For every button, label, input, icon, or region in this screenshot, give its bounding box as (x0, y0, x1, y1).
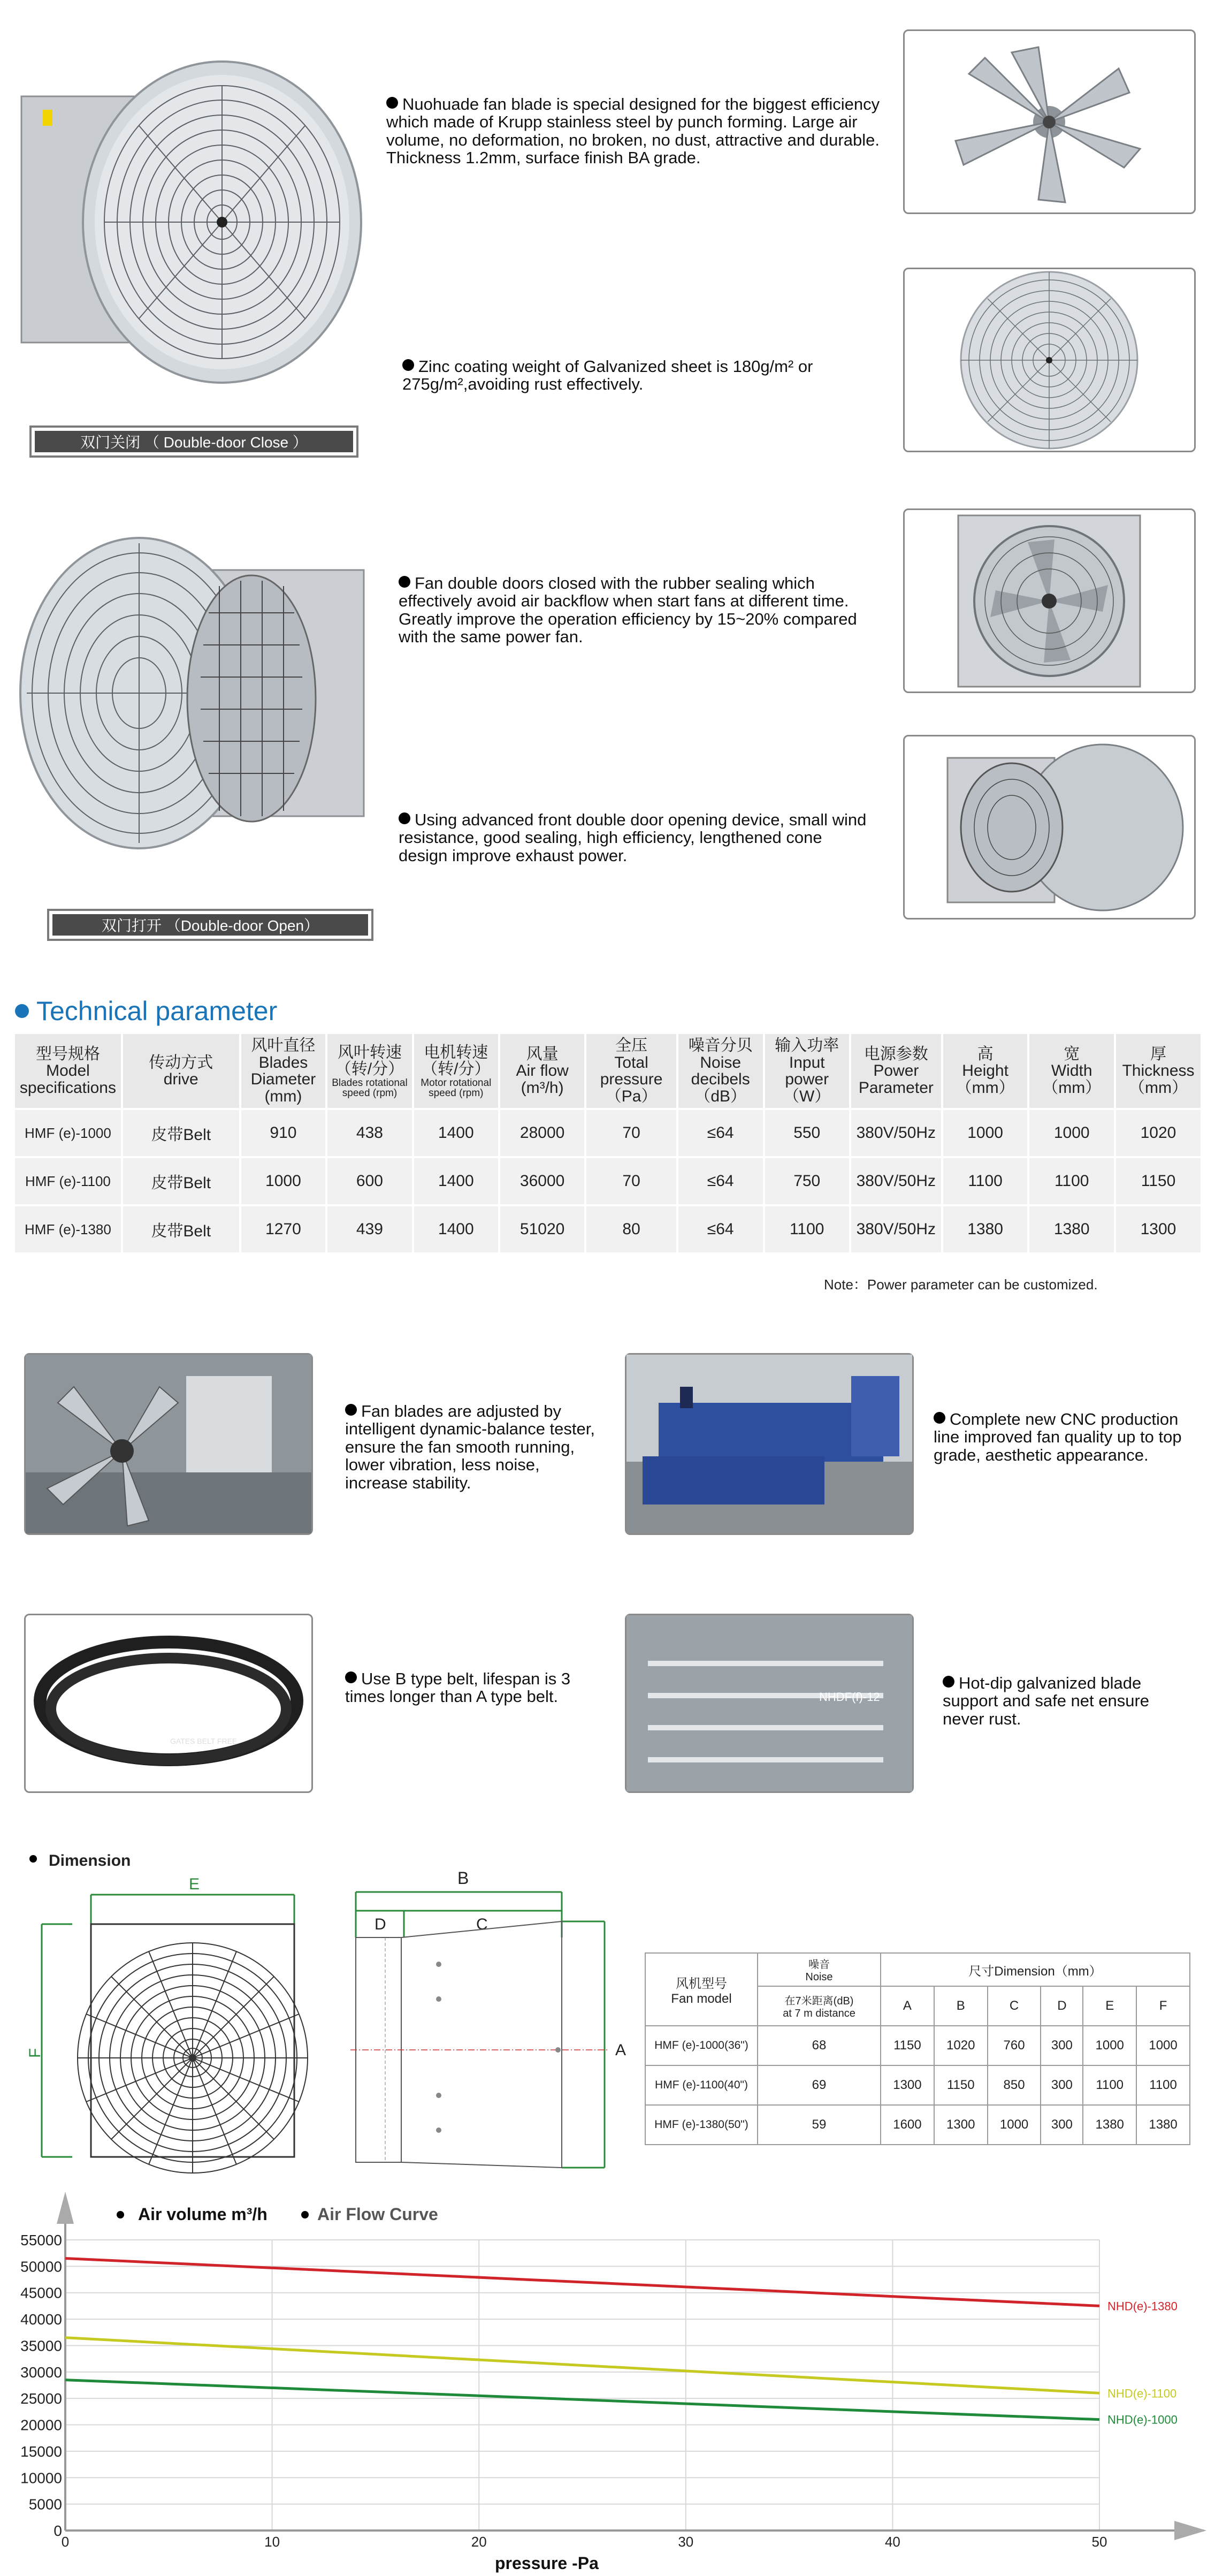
x-tick-label: 20 (471, 2534, 487, 2550)
dim-value-cell: 1100 (1136, 2065, 1190, 2105)
dim-value-cell: 1150 (881, 2026, 934, 2065)
caption-double-door-close (29, 425, 358, 458)
feature-doors-label: Fan double doors closed with the rubber sealing which effectively avoid air backflow when start fans at different time. Greatly improve the operation efficiency by 15~20% compared with the same power fan. (399, 574, 857, 647)
dim-value-cell: 1000 (1136, 2026, 1190, 2065)
bullet-icon (399, 576, 410, 588)
dim-col-f: F (1136, 1986, 1190, 2026)
spec-cell: 1380 (943, 1206, 1028, 1252)
label-E: E (189, 1875, 200, 1893)
spec-cell: 70 (586, 1110, 676, 1156)
spec-cell: 750 (765, 1158, 849, 1204)
spec-cell: 910 (241, 1110, 326, 1156)
thumb-fan-front (903, 508, 1196, 693)
spec-cell: 380V/50Hz (851, 1158, 941, 1204)
tech-title-label: Technical parameter (36, 996, 278, 1026)
dim-value-cell: 1380 (1136, 2105, 1190, 2145)
spec-cell: ≤64 (678, 1158, 763, 1204)
photo-dynamic-balance (24, 1353, 313, 1535)
series-label: NHD(e)-1380 (1107, 2299, 1178, 2313)
dim-value-cell: 1150 (934, 2065, 988, 2105)
dim-noise-subheader: 在7米距离(dB) at 7 m distance (758, 1986, 881, 2026)
spec-cell: 70 (586, 1158, 676, 1204)
caption-close-text: 双门关闭 （ Double-door Close ） (35, 431, 353, 452)
photo-hot-dip-parts (625, 1614, 914, 1793)
spec-header: 厚 Thickness（mm） (1116, 1034, 1201, 1108)
dim-size-header: 尺寸Dimension（mm） (881, 1953, 1190, 1986)
spec-cell: 1100 (943, 1158, 1028, 1204)
spec-cell: 1400 (414, 1110, 498, 1156)
quality-belt-label: Use B type belt, lifespan is 3 times longer than A type belt. (345, 1669, 571, 1706)
dimension-table (645, 1952, 1190, 2145)
x-axis-arrow-icon (1174, 2521, 1206, 2540)
dim-noise-header: 噪音 Noise (758, 1953, 881, 1986)
dim-value-cell: 1600 (881, 2105, 934, 2145)
dim-model-cell: HMF (e)-1000(36") (645, 2026, 758, 2065)
spec-cell: 1000 (241, 1158, 326, 1204)
belt-print-text: GATES BELT FREE (170, 1737, 238, 1745)
feature-front-door-text (399, 811, 869, 864)
quality-cnc-label: Complete new CNC production line improved fan quality up to top grade, aesthetic appearance. (934, 1410, 1182, 1464)
spec-cell: 380V/50Hz (851, 1206, 941, 1252)
spec-cell: 380V/50Hz (851, 1110, 941, 1156)
spec-note: Note：Power parameter can be customized. (824, 1276, 1098, 1293)
dim-model-cell: HMF (e)-1100(40") (645, 2065, 758, 2105)
y-tick-label: 35000 (20, 2337, 62, 2354)
dim-value-cell: 1100 (1083, 2065, 1136, 2105)
dim-row (645, 2105, 1190, 2145)
spec-cell: 51020 (500, 1206, 584, 1252)
photo-b-type-belt (24, 1614, 313, 1793)
spec-header: 输入功率 Input power（W） (765, 1034, 849, 1108)
spec-cell: ≤64 (678, 1110, 763, 1156)
spec-cell: ≤64 (678, 1206, 763, 1252)
caption-open-text: 双门打开 （Double-door Open） (52, 914, 368, 936)
spec-header: 风量 Air flow (m³/h) (500, 1034, 584, 1108)
feature-front-door-label: Using advanced front double door opening device, small wind resistance, good sealing, high efficiency, lengthened cone design improve exhaust power. (399, 810, 867, 865)
caption-double-door-open (47, 909, 373, 941)
fan-photo-door-closed (16, 54, 358, 396)
spec-cell: 1300 (1116, 1206, 1201, 1252)
x-tick-label: 10 (264, 2534, 280, 2550)
tech-section-title (15, 996, 277, 1027)
x-tick-label: 30 (678, 2534, 694, 2550)
dim-noise-cell: 69 (758, 2065, 881, 2105)
bullet-icon (399, 812, 410, 824)
spec-header: 传动方式 drive (123, 1034, 239, 1108)
spec-header: 噪音分贝 Noise decibels（dB） (678, 1034, 763, 1108)
quality-cnc-text (934, 1410, 1201, 1464)
bullet-icon (402, 359, 414, 371)
y-tick-label: 50000 (20, 2258, 62, 2275)
series-line (65, 2259, 1099, 2306)
y-axis-arrow-icon (57, 2192, 74, 2224)
x-tick-label: 40 (884, 2534, 900, 2550)
spec-cell: 550 (765, 1110, 849, 1156)
y-tick-label: 40000 (20, 2311, 62, 2328)
dim-col-e: E (1083, 1986, 1136, 2026)
spec-cell: 1380 (1029, 1206, 1114, 1252)
spec-cell: HMF (e)-1000 (15, 1110, 121, 1156)
dim-value-cell: 1000 (1083, 2026, 1136, 2065)
dim-col-d: D (1041, 1986, 1083, 2026)
spec-cell: 1270 (241, 1206, 326, 1252)
y-tick-label: 15000 (20, 2443, 62, 2460)
legend-air-flow-curve: Air Flow Curve (317, 2205, 438, 2224)
spec-header: 高 Height（mm） (943, 1034, 1028, 1108)
y-tick-label: 30000 (20, 2364, 62, 2381)
bullet-icon (386, 97, 398, 109)
spec-cell: 1020 (1116, 1110, 1201, 1156)
y-tick-label: 55000 (20, 2232, 62, 2248)
spec-row (15, 1110, 1201, 1156)
spec-cell: 皮带Belt (123, 1206, 239, 1252)
dim-value-cell: 850 (988, 2065, 1041, 2105)
dim-value-cell: 760 (988, 2026, 1041, 2065)
dim-row (645, 2026, 1190, 2065)
legend-bullet-icon (117, 2211, 124, 2218)
feature-blade-label: Nuohuade fan blade is special designed for the biggest efficiency which made of Krupp stainless steel by punch forming. Large air volume, no deformation, no broken, no dust, attractive and durable. Thickness 1.2mm, surface finish BA grade. (386, 95, 880, 168)
y-tick-label: 45000 (20, 2284, 62, 2301)
spec-cell: HMF (e)-1380 (15, 1206, 121, 1252)
spec-cell: 28000 (500, 1110, 584, 1156)
dimension-title (29, 1852, 131, 1870)
spec-cell: 1400 (414, 1158, 498, 1204)
spec-cell: 80 (586, 1206, 676, 1252)
dim-value-cell: 1000 (988, 2105, 1041, 2145)
spec-cell: 36000 (500, 1158, 584, 1204)
dim-noise-cell: 59 (758, 2105, 881, 2145)
spec-header: 电机转速（转/分） Motor rotational speed (rpm) (414, 1034, 498, 1108)
y-tick-label: 10000 (20, 2469, 62, 2487)
label-D: D (375, 1916, 386, 1933)
bullet-icon (345, 1671, 357, 1683)
dim-header-row (645, 1953, 1190, 1986)
y-tick-label: 20000 (20, 2417, 62, 2434)
dim-value-cell: 300 (1041, 2026, 1083, 2065)
spec-header: 电源参数 Power Parameter (851, 1034, 941, 1108)
quality-dynamic-text (345, 1402, 602, 1492)
photo-model-label: NHDF(f)-12 (819, 1690, 880, 1704)
label-B: B (457, 1868, 469, 1888)
side-view-drawing (350, 1868, 639, 2178)
bullet-icon (29, 1855, 37, 1863)
spec-header: 型号规格 Model specifications (15, 1034, 121, 1108)
x-axis-label: pressure -Pa (495, 2554, 599, 2573)
spec-cell: 438 (327, 1110, 411, 1156)
bullet-icon (345, 1404, 357, 1416)
thumb-fan-side (903, 735, 1196, 920)
feature-zinc-text (402, 358, 846, 393)
spec-row (15, 1158, 1201, 1204)
spec-header: 风叶转速（转/分） Blades rotational speed (rpm) (327, 1034, 411, 1108)
photo-cnc-line (625, 1353, 914, 1535)
dim-row (645, 2065, 1190, 2105)
spec-cell: 1400 (414, 1206, 498, 1252)
x-tick-label: 50 (1091, 2534, 1107, 2550)
spec-cell: HMF (e)-1100 (15, 1158, 121, 1204)
feature-doors-text (399, 574, 880, 646)
dim-value-cell: 1020 (934, 2026, 988, 2065)
series-label: NHD(e)-1000 (1107, 2413, 1178, 2427)
dim-value-cell: 300 (1041, 2065, 1083, 2105)
spec-cell: 1000 (1029, 1110, 1114, 1156)
title-dot-icon (15, 1004, 29, 1018)
thumb-galvanized-grill (903, 268, 1196, 452)
bullet-icon (943, 1676, 954, 1688)
spec-cell: 1100 (1029, 1158, 1114, 1204)
legend-air-volume: Air volume m³/h (138, 2205, 268, 2224)
dim-model-cell: HMF (e)-1380(50") (645, 2105, 758, 2145)
air-flow-chart (0, 2184, 1215, 2576)
feature-blade-text (386, 95, 884, 167)
dim-col-c: C (988, 1986, 1041, 2026)
quality-belt-text (345, 1670, 602, 1706)
spec-header: 风叶直径 Blades Diameter (mm) (241, 1034, 326, 1108)
legend-bullet-icon (301, 2211, 309, 2218)
bullet-icon (934, 1412, 945, 1424)
quality-hotdip-label: Hot-dip galvanized blade support and safe net ensure never rust. (943, 1674, 1150, 1728)
quality-hotdip-text (943, 1674, 1194, 1728)
dim-model-header: 风机型号 Fan model (645, 1953, 758, 2026)
label-C: C (476, 1916, 488, 1933)
y-tick-label: 0 (54, 2522, 62, 2539)
spec-table (13, 1032, 1203, 1255)
y-tick-label: 5000 (28, 2496, 62, 2513)
series-label: NHD(e)-1100 (1107, 2387, 1177, 2400)
spec-header: 宽 Width（mm） (1029, 1034, 1114, 1108)
spec-cell: 439 (327, 1206, 411, 1252)
x-tick-label: 0 (61, 2534, 70, 2550)
spec-cell: 600 (327, 1158, 411, 1204)
spec-cell: 皮带Belt (123, 1158, 239, 1204)
dim-col-a: A (881, 1986, 934, 2026)
dimension-title-label: Dimension (49, 1852, 131, 1870)
thumb-fan-blade (903, 29, 1196, 214)
feature-zinc-label: Zinc coating weight of Galvanized sheet is 180g/m² or 275g/m²,avoiding rust effectively. (402, 357, 813, 394)
front-view-drawing (26, 1873, 353, 2162)
spec-cell: 1000 (943, 1110, 1028, 1156)
spec-header: 全压 Total pressure（Pa） (586, 1034, 676, 1108)
y-tick-label: 25000 (20, 2390, 62, 2407)
fan-photo-door-open (16, 522, 369, 886)
dim-value-cell: 300 (1041, 2105, 1083, 2145)
quality-dynamic-label: Fan blades are adjusted by intelligent dynamic-balance tester, ensure the fan smooth running, lower vibration, less noise, increase stability. (345, 1402, 595, 1492)
spec-cell: 1100 (765, 1206, 849, 1252)
spec-row (15, 1206, 1201, 1252)
dim-value-cell: 1300 (934, 2105, 988, 2145)
spec-header-row (15, 1034, 1201, 1108)
spec-cell: 皮带Belt (123, 1110, 239, 1156)
dim-value-cell: 1380 (1083, 2105, 1136, 2145)
spec-cell: 1150 (1116, 1158, 1201, 1204)
dim-col-b: B (934, 1986, 988, 2026)
dim-noise-cell: 68 (758, 2026, 881, 2065)
label-A: A (615, 2041, 626, 2059)
dim-value-cell: 1300 (881, 2065, 934, 2105)
label-F: F (26, 2048, 44, 2058)
